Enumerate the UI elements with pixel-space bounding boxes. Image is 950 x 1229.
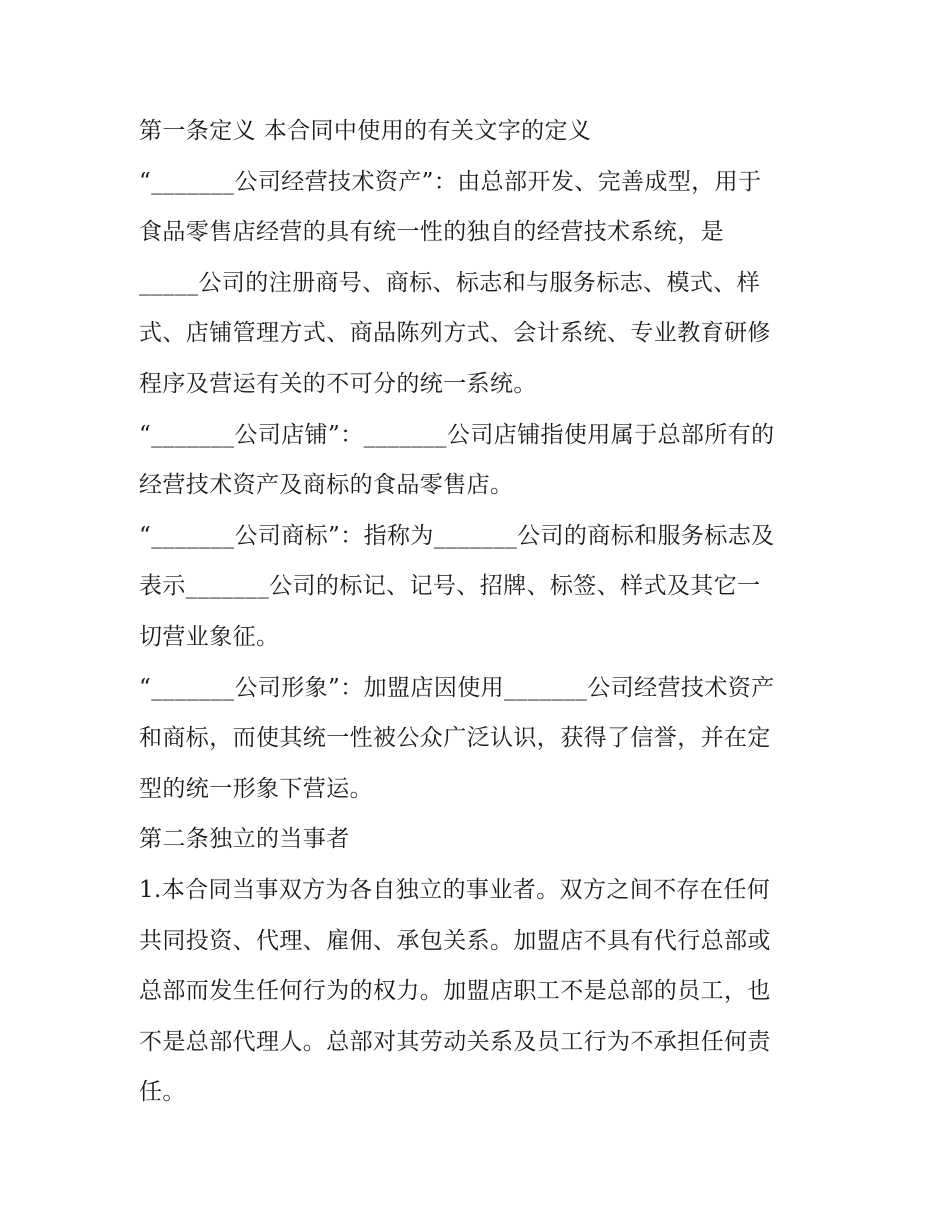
text-line: “_______公司商标”：指称为_______公司的商标和服务标志及: [139, 522, 775, 549]
text-line: _____公司的注册商号、商标、标志和与服务标志、模式、样: [139, 269, 761, 296]
text-line: 总部而发生任何行为的权力。加盟店职工不是总部的员工，也: [139, 978, 771, 1005]
text-line: 任。: [139, 1079, 186, 1106]
text-line: 型的统一形象下营运。: [139, 775, 373, 802]
contract-text: [139, 106, 819, 1118]
text-line: 不是总部代理人。总部对其劳动关系及员工行为不承担任何责: [139, 1028, 771, 1055]
text-line: “_______公司形象”：加盟店因使用_______公司经营技术资产: [139, 674, 775, 701]
text-line: 式、店铺管理方式、商品陈列方式、会计系统、专业教育研修: [139, 320, 771, 347]
text-line: 1.本合同当事双方为各自独立的事业者。双方之间不存在任何: [139, 876, 771, 903]
text-line: 切营业象征。: [139, 623, 280, 650]
text-line: 和商标，而使其统一性被公众广泛认识，获得了信誉，并在定: [139, 725, 771, 752]
text-line: 程序及营运有关的不可分的统一系统。: [139, 370, 537, 397]
text-line: 经营技术资产及商标的食品零售店。: [139, 472, 514, 499]
text-line: 食品零售店经营的具有统一性的独自的经营技术系统，是: [139, 219, 724, 246]
text-line: 共同投资、代理、雇佣、承包关系。加盟店不具有代行总部或: [139, 927, 771, 954]
text-line: “_______公司店铺”：_______公司店铺指使用属于总部所有的: [139, 421, 775, 448]
text-line: 表示_______公司的标记、记号、招牌、标签、样式及其它一: [139, 573, 761, 600]
text-line: “_______公司经营技术资产”：由总部开发、完善成型，用于: [139, 168, 762, 195]
article-1-heading: 第一条定义 本合同中使用的有关文字的定义: [139, 118, 592, 144]
article-2-heading: 第二条独立的当事者: [139, 826, 350, 853]
